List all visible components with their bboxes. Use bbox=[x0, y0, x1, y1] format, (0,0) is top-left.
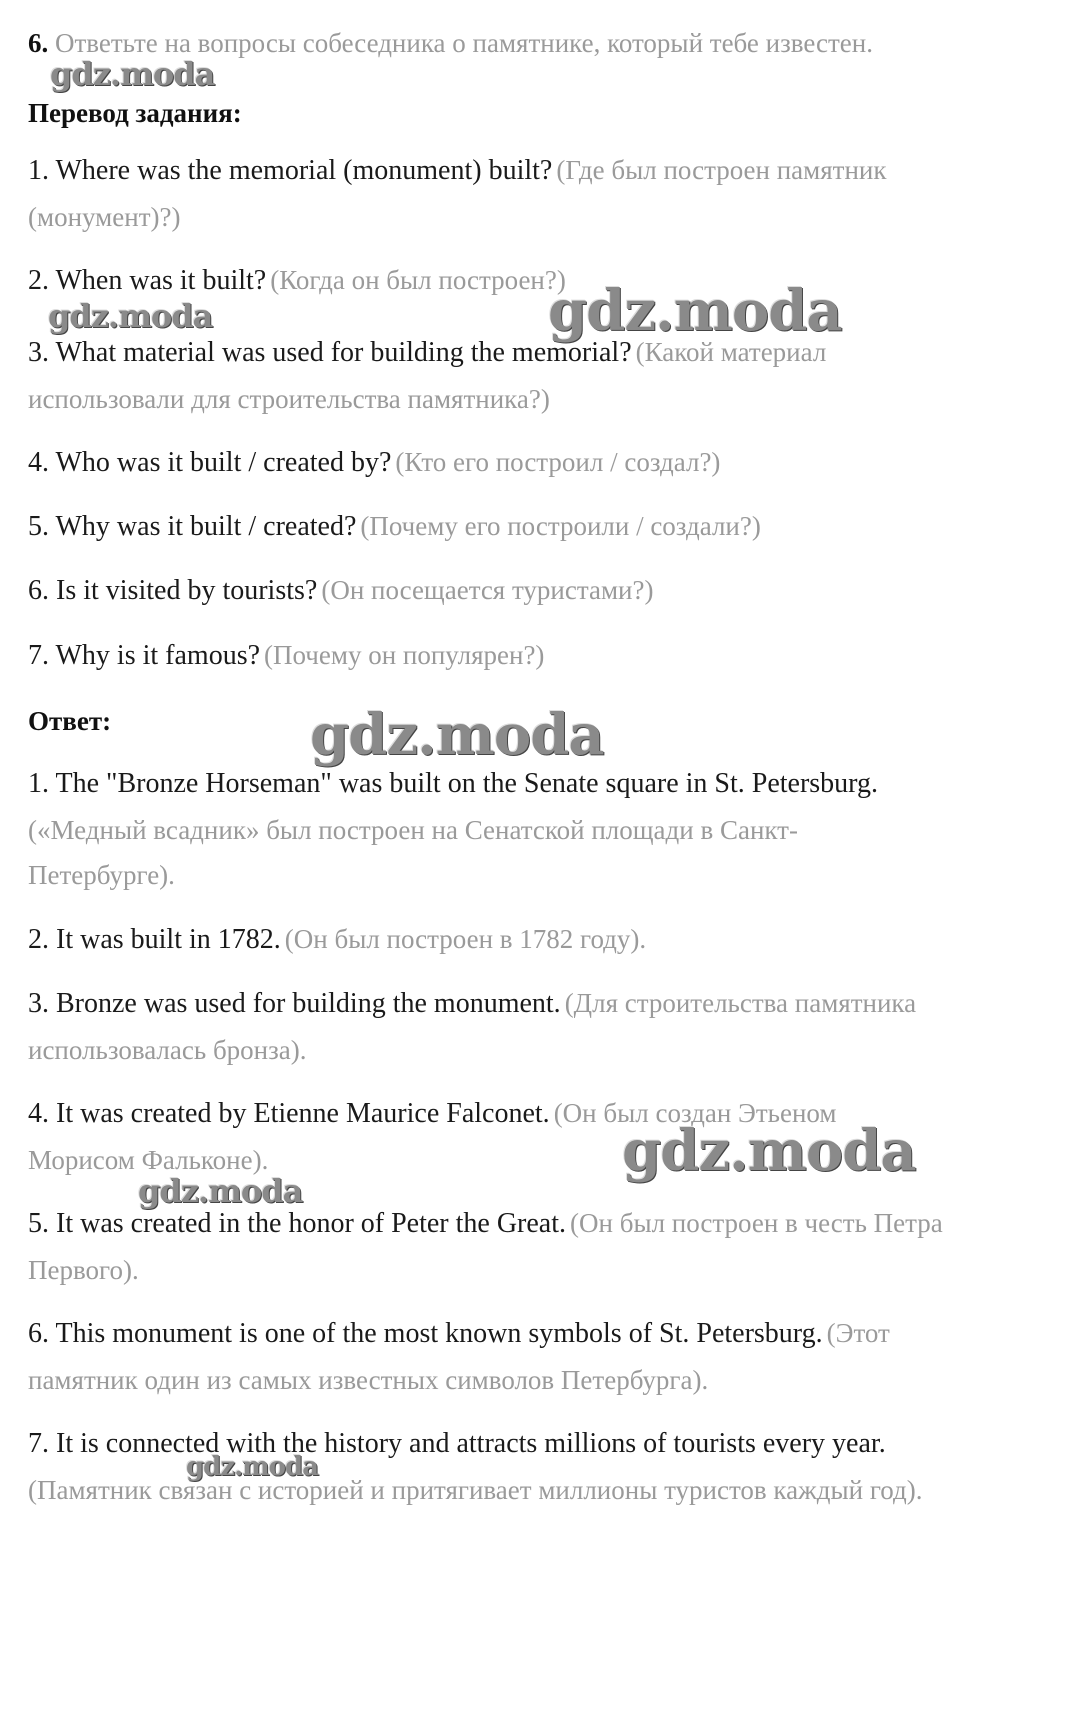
answer-7-en: 7. It is connected with the history and attracts millions of tourists every year. bbox=[28, 1428, 886, 1459]
question-5-ru: (Почему его построили / создали?) bbox=[360, 511, 761, 541]
question-2-en: 2. When was it built? bbox=[28, 265, 267, 296]
answer-2 bbox=[28, 924, 646, 956]
watermark: gdz.moda bbox=[50, 55, 215, 93]
question-1-ru: (Где был построен памятник bbox=[556, 155, 887, 185]
answer-6-ru: (Этот bbox=[826, 1318, 890, 1348]
answer-4-ru: (Он был создан Этьеном bbox=[553, 1098, 837, 1128]
answer-1-ru: («Медный всадник» был построен на Сенатской площади в Санкт- bbox=[28, 815, 798, 845]
question-3-ru: (Какой материал bbox=[635, 337, 827, 367]
question-7 bbox=[28, 640, 544, 672]
answer-1 bbox=[28, 768, 878, 800]
answer-3-ru: (Для строительства памятника bbox=[564, 988, 917, 1018]
answer-heading: Ответ: bbox=[28, 706, 112, 736]
answer-5-ru-cont: Первого). bbox=[28, 1255, 139, 1285]
answer-3-en: 3. Bronze was used for building the monument. bbox=[28, 988, 561, 1019]
question-5-en: 5. Why was it built / created? bbox=[28, 511, 357, 542]
watermark: gdz.moda bbox=[548, 278, 842, 344]
answer-7 bbox=[28, 1428, 886, 1460]
answer-3-ru-cont: использовалась бронза). bbox=[28, 1035, 307, 1065]
answer-1-en: 1. The "Bronze Horseman" was built on the Senate square in St. Petersburg. bbox=[28, 768, 878, 799]
question-4-ru: (Кто его построил / создал?) bbox=[395, 447, 721, 477]
watermark: gdz.moda bbox=[186, 1452, 319, 1482]
question-1 bbox=[28, 155, 887, 187]
question-5 bbox=[28, 511, 761, 543]
question-3-ru-cont: использовали для строительства памятника?) bbox=[28, 384, 550, 414]
watermark: gdz.moda bbox=[138, 1172, 303, 1210]
watermark: gdz.moda bbox=[48, 297, 213, 335]
question-1-en: 1. Where was the memorial (monument) built? bbox=[28, 155, 553, 186]
answer-5 bbox=[28, 1208, 943, 1240]
task-instruction: Ответьте на вопросы собеседника о памятнике, который тебе известен. bbox=[55, 28, 873, 58]
question-6 bbox=[28, 575, 653, 607]
answer-6-en: 6. This monument is one of the most known symbols of St. Petersburg. bbox=[28, 1318, 823, 1349]
answer-7-ru-cont: (Памятник связан с историей и притягивает миллионы туристов каждый год). bbox=[28, 1475, 923, 1505]
question-4-en: 4. Who was it built / created by? bbox=[28, 447, 392, 478]
question-7-ru: (Почему он популярен?) bbox=[264, 640, 545, 670]
question-7-en: 7. Why is it famous? bbox=[28, 640, 261, 671]
task-number: 6. bbox=[28, 28, 49, 58]
question-2-ru: (Когда он был построен?) bbox=[270, 265, 566, 295]
watermark: gdz.moda bbox=[310, 702, 604, 768]
watermark: gdz.moda bbox=[622, 1118, 916, 1184]
question-4 bbox=[28, 447, 720, 479]
answer-3 bbox=[28, 988, 916, 1020]
answer-1-ru-cont: Петербурге). bbox=[28, 860, 175, 890]
question-2 bbox=[28, 265, 566, 297]
answer-2-ru: (Он был построен в 1782 году). bbox=[284, 924, 647, 954]
answer-2-en: 2. It was built in 1782. bbox=[28, 924, 281, 955]
question-1-ru-cont: (монумент)?) bbox=[28, 202, 181, 232]
answer-5-en: 5. It was created in the honor of Peter the Great. bbox=[28, 1208, 567, 1239]
answer-4-en: 4. It was created by Etienne Maurice Falconet. bbox=[28, 1098, 550, 1129]
answer-4-ru-cont: Морисом Фальконе). bbox=[28, 1145, 269, 1175]
translation-heading: Перевод задания: bbox=[28, 98, 242, 128]
answer-6 bbox=[28, 1318, 890, 1350]
question-3-en: 3. What material was used for building the memorial? bbox=[28, 337, 632, 368]
answer-6-ru-cont: памятник один из самых известных символов Петербурга). bbox=[28, 1365, 709, 1395]
answer-5-ru: (Он был построен в честь Петра bbox=[570, 1208, 943, 1238]
question-6-en: 6. Is it visited by tourists? bbox=[28, 575, 318, 606]
question-6-ru: (Он посещается туристами?) bbox=[321, 575, 654, 605]
